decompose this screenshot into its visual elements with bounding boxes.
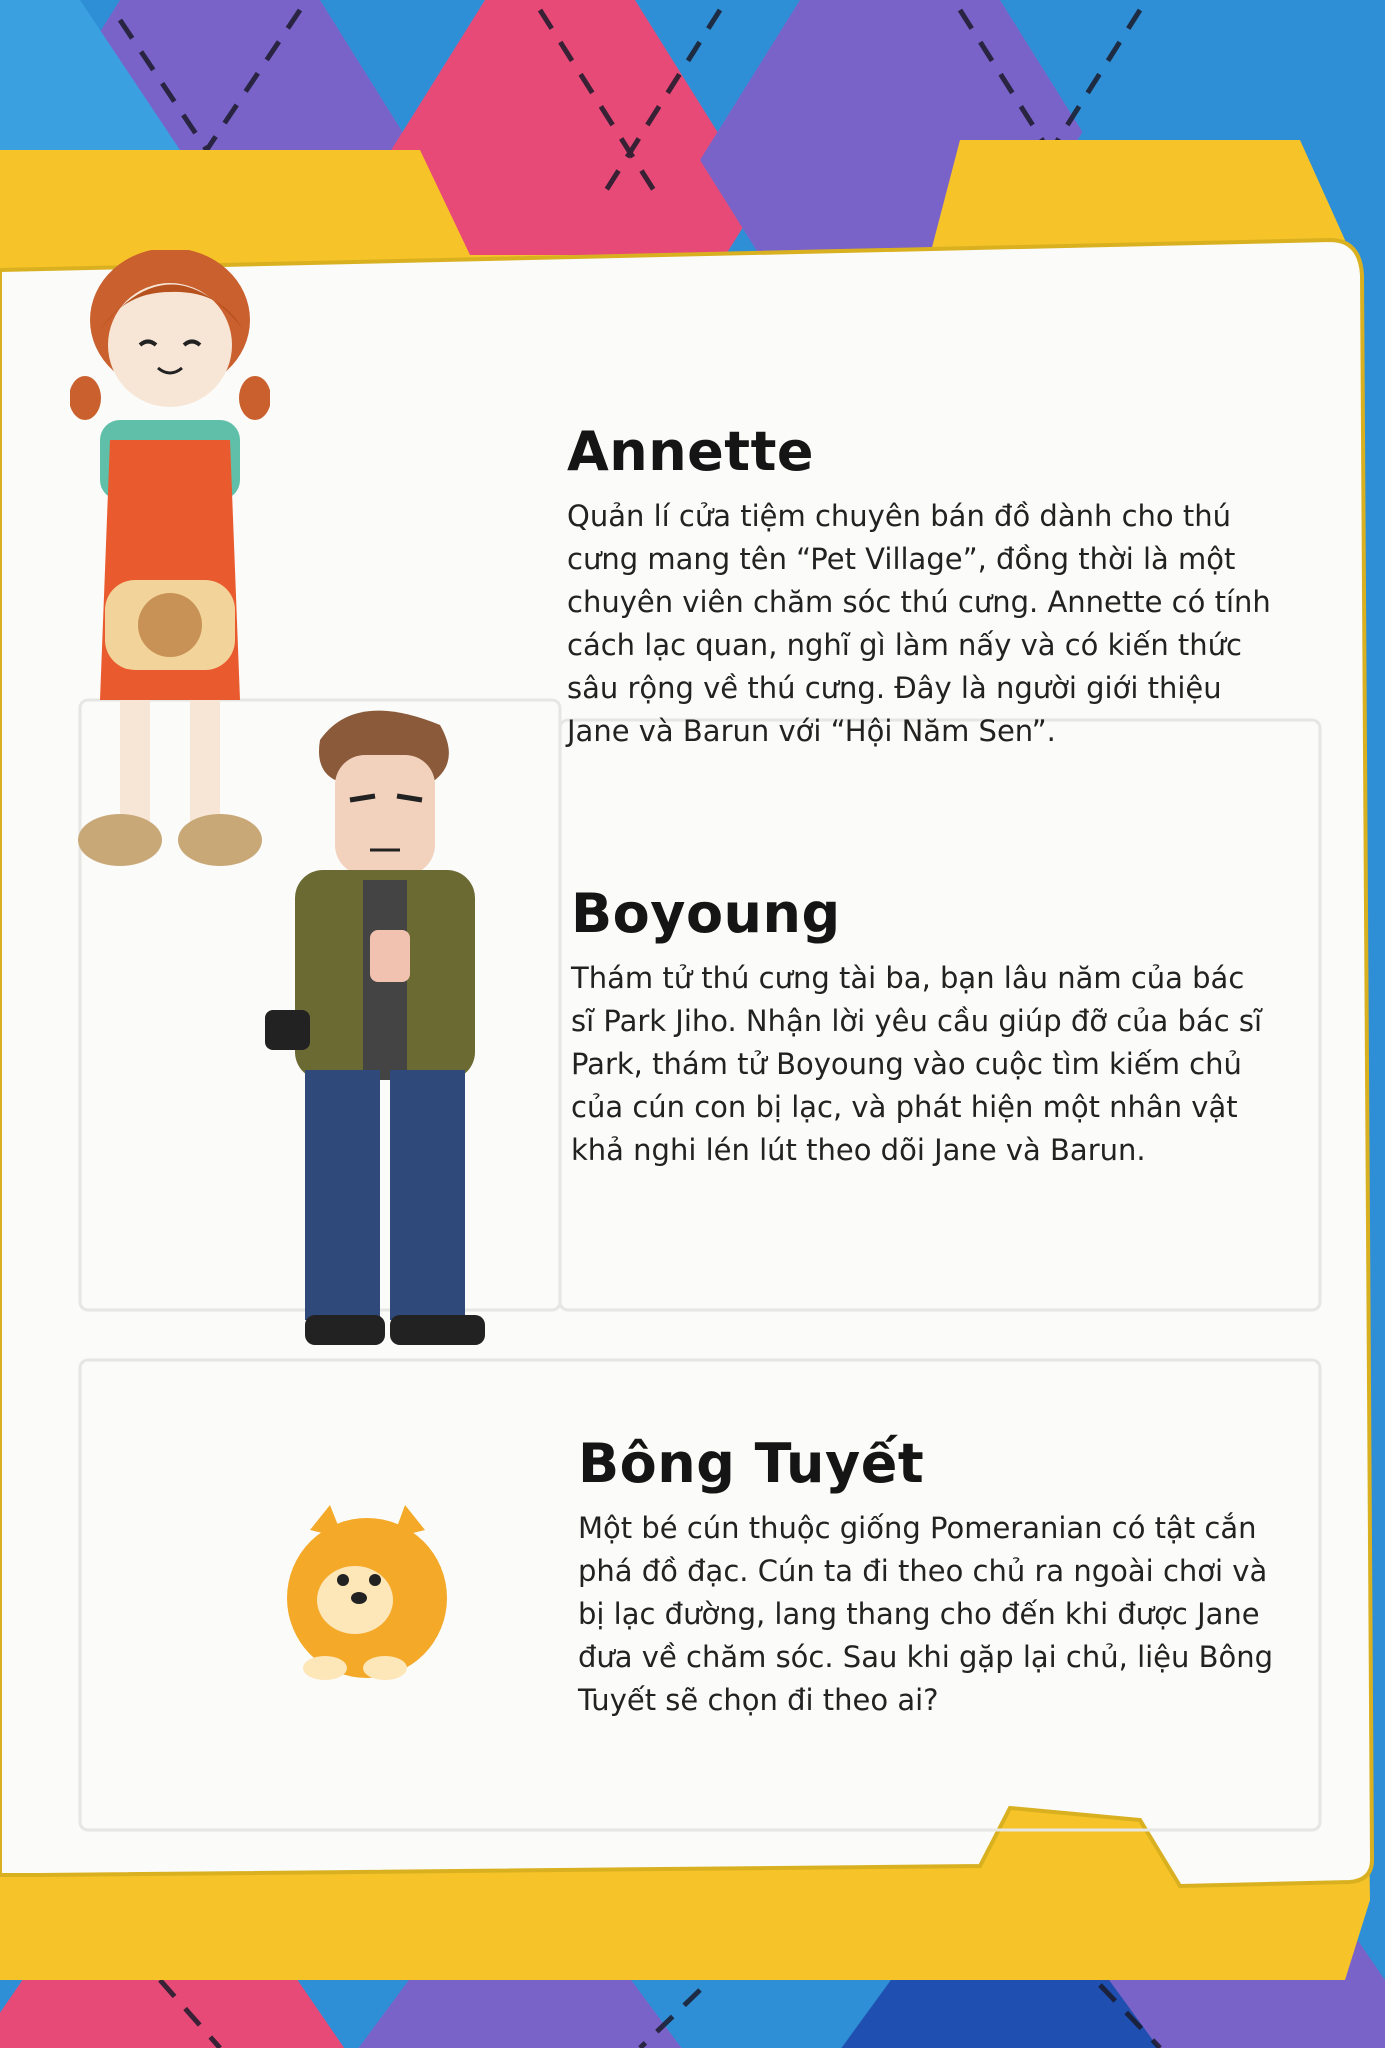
character-name: Annette [567, 420, 815, 483]
description-line: cưng mang tên “Pet Village”, đồng thời là một [567, 542, 1236, 576]
description-line: đưa về chăm sóc. Sau khi gặp lại chủ, liệu Bông [578, 1640, 1274, 1674]
description-line: chuyên viên chăm sóc thú cưng. Annette có tính [567, 585, 1271, 619]
boyoung-illustration [265, 700, 525, 1360]
character-description [567, 495, 1271, 753]
character-name: Bông Tuyết [578, 1432, 925, 1495]
description-line: sĩ Park Jiho. Nhận lời yêu cầu giúp đỡ của bác sĩ [571, 1004, 1263, 1038]
character-entry-annette [567, 420, 1271, 753]
description-line: Một bé cún thuộc giống Pomeranian có tật cắn [578, 1511, 1257, 1545]
description-line: sâu rộng về thú cưng. Đây là người giới thiệu [567, 671, 1222, 705]
description-line: phá đồ đạc. Cún ta đi theo chủ ra ngoài chơi và [578, 1554, 1268, 1588]
description-line: Quản lí cửa tiệm chuyên bán đồ dành cho thú [567, 499, 1231, 533]
description-line: bị lạc đường, lang thang cho đến khi được Jane [578, 1597, 1260, 1631]
character-description [571, 957, 1262, 1172]
description-line: Park, thám tử Boyoung vào cuộc tìm kiếm chủ [571, 1047, 1242, 1081]
description-line: Tuyết sẽ chọn đi theo ai? [578, 1683, 939, 1717]
bong-tuyet-illustration [275, 1500, 455, 1685]
character-name: Boyoung [571, 882, 841, 945]
character-description [578, 1507, 1273, 1722]
character-entry-bong-tuyet [578, 1432, 1273, 1722]
description-line: Thám tử thú cưng tài ba, bạn lâu năm của bác [571, 961, 1245, 995]
description-line: của cún con bị lạc, và phát hiện một nhân vật [571, 1090, 1238, 1124]
description-line: Jane và Barun với “Hội Năm Sen”. [567, 714, 1056, 748]
description-line: cách lạc quan, nghĩ gì làm nấy và có kiến thức [567, 628, 1243, 662]
description-line: khả nghi lén lút theo dõi Jane và Barun. [571, 1133, 1146, 1167]
character-entry-boyoung [571, 882, 1262, 1172]
annette-illustration [70, 250, 270, 880]
